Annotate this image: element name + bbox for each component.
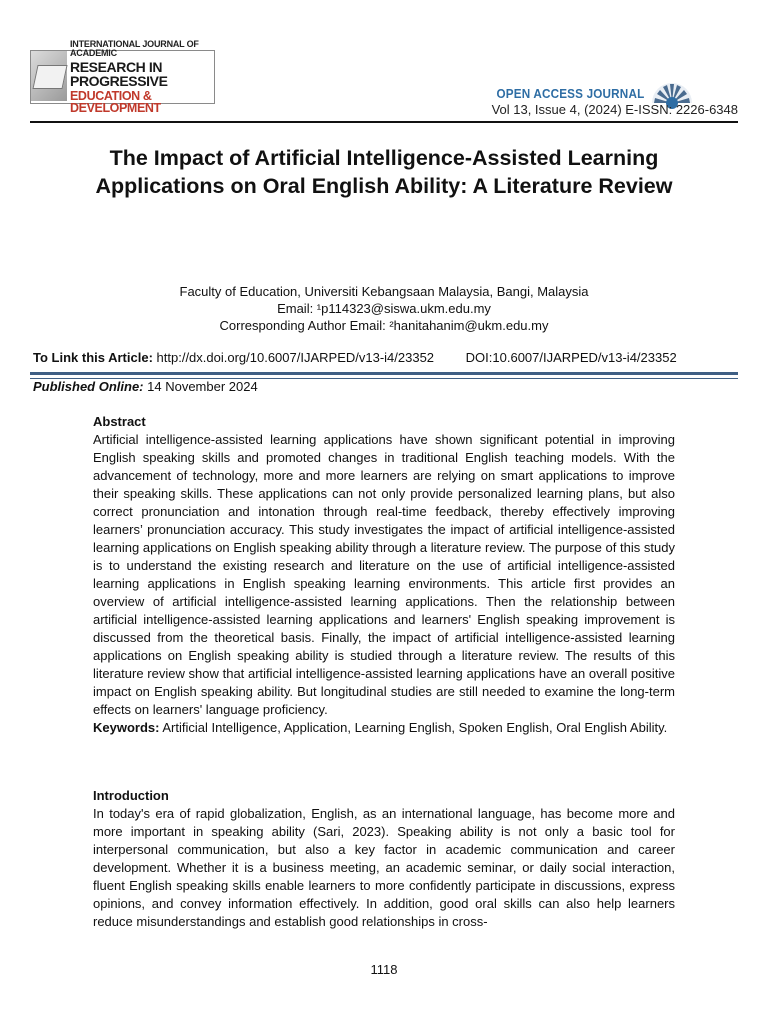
logo-line-3: EDUCATION & DEVELOPMENT (70, 88, 161, 115)
introduction-heading: Introduction (93, 788, 169, 803)
abstract-section (93, 413, 675, 737)
article-link-label: To Link this Article: (33, 350, 153, 365)
keywords-line (93, 719, 675, 737)
corresponding-email-line: Corresponding Author Email: ²hanitahanim@ukm.edu.my (219, 318, 549, 333)
article-title: The Impact of Artificial Intelligence-Assisted Learning Applications on Oral English Ability: A Literature Review (95, 146, 673, 198)
header-divider (30, 121, 738, 123)
doi-text: DOI:10.6007/IJARPED/v13-i4/23352 (465, 350, 677, 365)
published-date: 14 November 2024 (147, 379, 258, 394)
page-number: 1118 (370, 962, 398, 977)
section-divider (30, 372, 738, 379)
logo-line-2: RESEARCH IN PROGRESSIVE (70, 58, 168, 89)
introduction-text: In today's era of rapid globalization, English, as an international language, has become more and more important in speaking ability (Sari, 2023). Speaking ability is not only a basic tool for interpersonal communication, but also a key factor in academic communication and career development. Whether it is a business meeting, an academic seminar, or daily social interaction, fluent English speaking skills enable learners to more confidently participate in discussions, express opinions, and convey information effectively. In addition, good oral skills can also help learners reduce misunderstandings and establish good relationships in cross- (93, 806, 675, 929)
open-access-sunburst-icon (648, 82, 696, 104)
journal-logo (30, 38, 215, 115)
published-line (33, 379, 258, 394)
logo-image-icon (31, 51, 67, 101)
article-url-link[interactable]: http://dx.doi.org/10.6007/IJARPED/v13-i4/23352 (156, 350, 435, 365)
open-access-badge (480, 82, 696, 104)
volume-info: Vol 13, Issue 4, (2024) E-ISSN: 2226-6348 (491, 102, 738, 117)
faculty-line: Faculty of Education, Universiti Kebangsaan Malaysia, Bangi, Malaysia (179, 284, 589, 299)
article-link-line (33, 350, 738, 365)
keywords-text: Artificial Intelligence, Application, Learning English, Spoken English, Oral English Ability. (159, 720, 668, 735)
logo-line-1: INTERNATIONAL JOURNAL OF ACADEMIC (70, 38, 199, 58)
email-line: Email: ¹p114323@siswa.ukm.edu.my (277, 301, 491, 316)
abstract-heading: Abstract (93, 414, 146, 429)
keywords-label: Keywords: (93, 720, 160, 735)
open-access-label: OPEN ACCESS JOURNAL (496, 85, 644, 101)
published-label: Published Online: (33, 379, 144, 394)
abstract-text: Artificial intelligence-assisted learning applications have shown significant potential in improving English speaking skills and promoted changes in traditional English teaching models. With the advancement of technology, more and more learners are relying on smart applications to improve their speaking skills. These applications can not only provide personalized learning plans, but also correct pronunciation and intonation through real-time feedback, thereby effectively improving learners’ pronunciation accuracy. This study investigates the impact of artificial intelligence-assisted learning applications on English speaking ability through a literature review. The purpose of this study is to understand the existing research and literature on the use of artificial intelligence-assisted learning applications in English speaking learning environments. This article first provides an overview of artificial intelligence-assisted learning applications. Then the relationship between artificial intelligence-assisted learning applications and learners' English speaking improvement is discussed from the theoretical basis. Finally, the impact of artificial intelligence-assisted learning applications on English speaking ability is studied through a literature review. The results of this literature review show that artificial intelligence-assisted learning applications have an overall positive impact on English speaking ability. But longitudinal studies are still needed to examine the long-term effects on learners' language proficiency. (93, 432, 675, 717)
affiliation-block (60, 283, 708, 334)
introduction-section (93, 787, 675, 931)
logo-text (67, 38, 214, 115)
